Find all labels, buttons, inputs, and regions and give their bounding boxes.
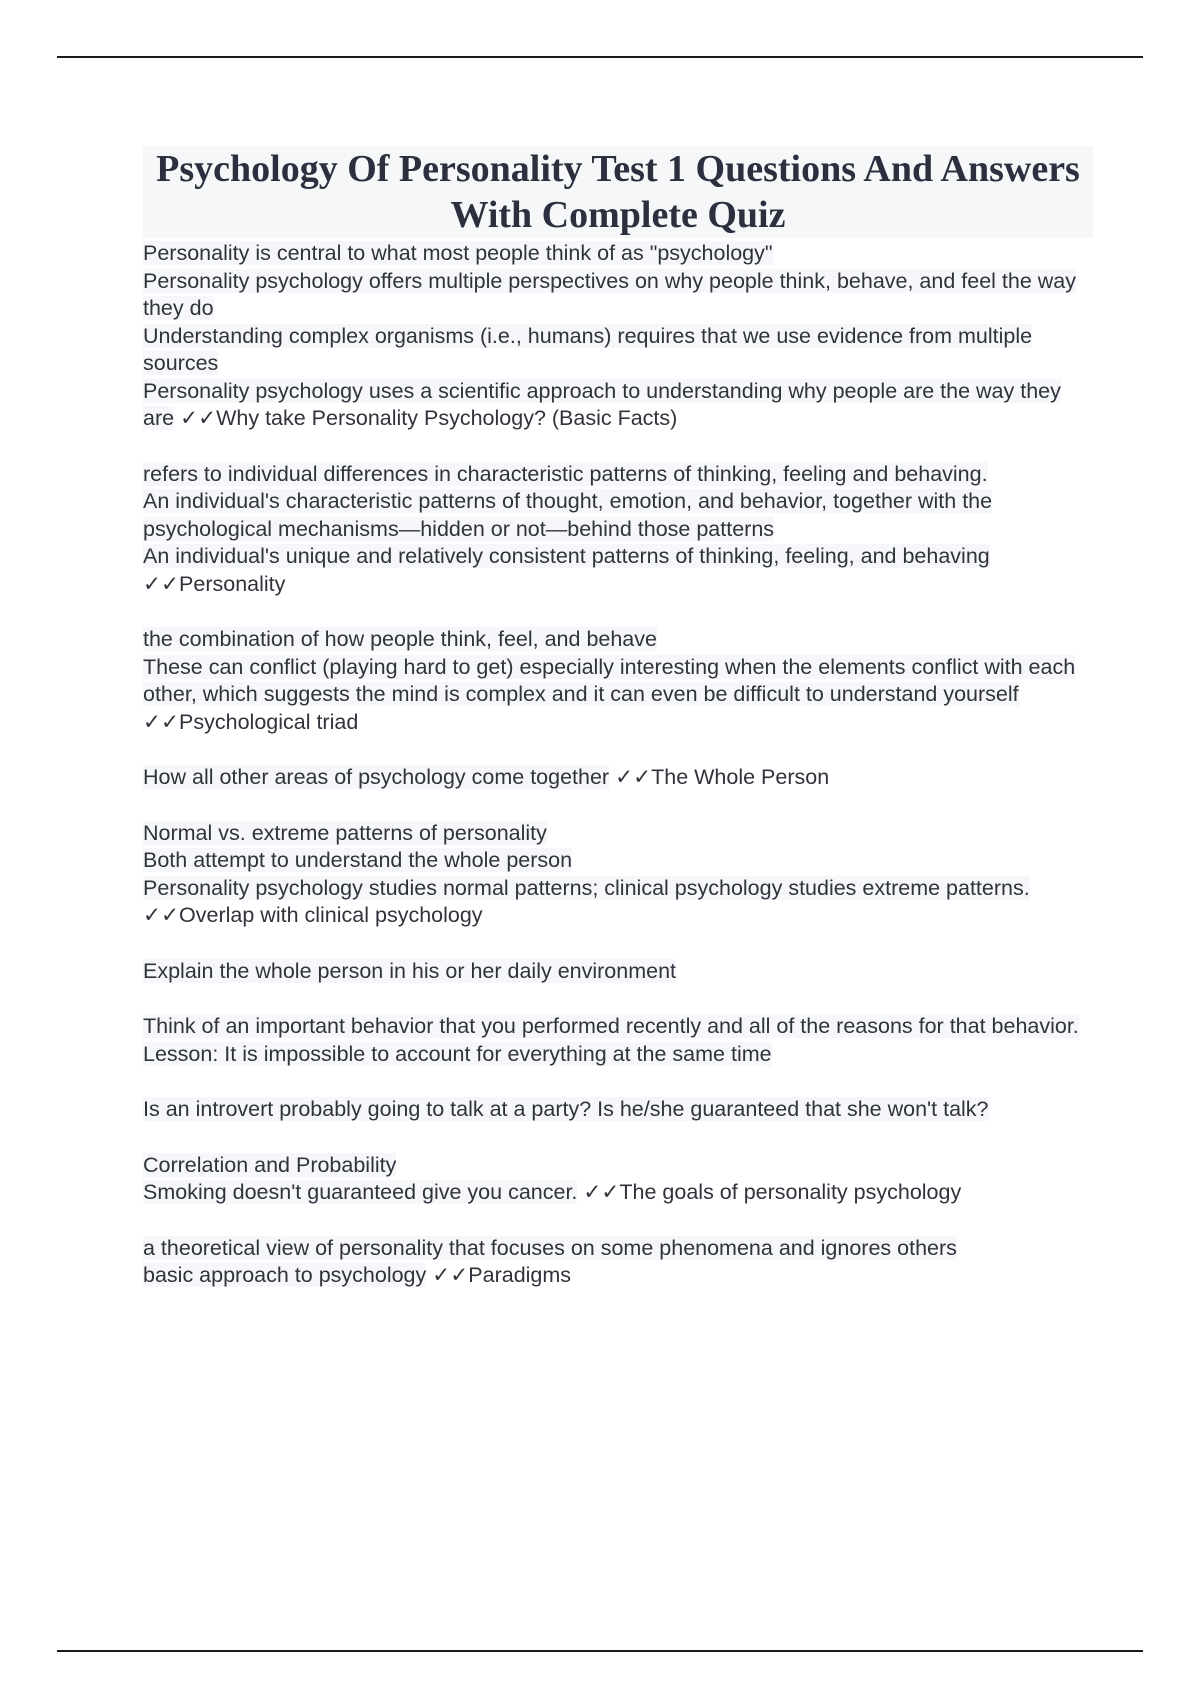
question-line: Lesson: It is impossible to account for everything at the same time: [143, 1041, 772, 1066]
answer-text: Why take Personality Psychology? (Basic Facts): [216, 406, 678, 430]
question-line: Think of an important behavior that you performed recently and all of the reasons for that behavior.: [143, 1014, 1079, 1038]
qa-item: [143, 1013, 1093, 1068]
document-title: Psychology Of Personality Test 1 Questions And Answers With Complete Quiz: [156, 148, 1080, 236]
question-line: Smoking doesn't guaranteed give you cancer. ✓✓The goals of personality psychology: [143, 1180, 962, 1204]
answer-text: The goals of personality psychology: [619, 1180, 962, 1204]
check-mark: ✓✓: [432, 1263, 469, 1287]
qa-item: [143, 958, 1093, 986]
question-line: refers to individual differences in characteristic patterns of thinking, feeling and behaving.: [143, 461, 988, 486]
question-line: Correlation and Probability: [143, 1152, 397, 1177]
answer-text: Overlap with clinical psychology: [179, 903, 483, 927]
document-body: [143, 146, 1093, 1318]
question-line: the combination of how people think, feel, and behave: [143, 627, 657, 651]
answer-text: Psychological triad: [179, 709, 359, 734]
header-rule: [57, 56, 1143, 58]
question-line: Is an introvert probably going to talk at a party? Is he/she guaranteed that she won't talk?: [143, 1097, 989, 1121]
qa-item: [143, 820, 1093, 930]
question-line: How all other areas of psychology come together ✓✓The Whole Person: [143, 765, 830, 789]
question-line: a theoretical view of personality that focuses on some phenomena and ignores others: [143, 1235, 957, 1260]
question-line: An individual's characteristic patterns of thought, emotion, and behavior, together with the psychological mechanisms—hidden or not—behind those patterns: [143, 489, 993, 541]
question-line: Normal vs. extreme patterns of personality: [143, 820, 547, 845]
question-line: An individual's unique and relatively consistent patterns of thinking, feeling, and behaving ✓✓Personality: [143, 544, 990, 596]
qa-item: [143, 1235, 1093, 1290]
check-mark: ✓✓: [583, 1180, 620, 1204]
question-line: These can conflict (playing hard to get) especially interesting when the elements conflict with each other, which suggests the mind is complex and it can even be difficult to understand yourself ✓✓Psychological triad: [143, 654, 1076, 734]
check-mark: ✓✓: [143, 571, 180, 596]
question-line: Personality is central to what most people think of as "psychology": [143, 241, 773, 265]
answer-text: The Whole Person: [651, 765, 830, 789]
title-block: [143, 146, 1093, 238]
question-line: Personality psychology offers multiple perspectives on why people think, behave, and feel the way they do: [143, 268, 1077, 320]
question-line: Explain the whole person in his or her daily environment: [143, 958, 677, 983]
question-line: Understanding complex organisms (i.e., humans) requires that we use evidence from multiple sources: [143, 323, 1033, 375]
check-mark: ✓✓: [180, 406, 217, 430]
answer-text: Personality: [179, 571, 286, 596]
question-line: basic approach to psychology ✓✓Paradigms: [143, 1263, 572, 1287]
check-mark: ✓✓: [143, 903, 180, 927]
qa-item: [143, 626, 1093, 736]
qa-item: [143, 1152, 1093, 1207]
answer-text: Paradigms: [468, 1263, 572, 1287]
qa-item: [143, 1096, 1093, 1124]
footer-rule: [57, 1650, 1143, 1652]
question-line: Personality psychology studies normal patterns; clinical psychology studies extreme patterns. ✓✓Overlap with clinical psychology: [143, 875, 1030, 927]
question-line: Both attempt to understand the whole person: [143, 848, 573, 872]
question-line: Personality psychology uses a scientific approach to understanding why people are the way they are ✓✓Why take Personality Psychology? (Basic Facts): [143, 378, 1061, 430]
qa-item: [143, 240, 1093, 433]
qa-item: [143, 764, 1093, 792]
check-mark: ✓✓: [143, 709, 180, 734]
check-mark: ✓✓: [615, 765, 652, 789]
qa-item: [143, 461, 1093, 599]
